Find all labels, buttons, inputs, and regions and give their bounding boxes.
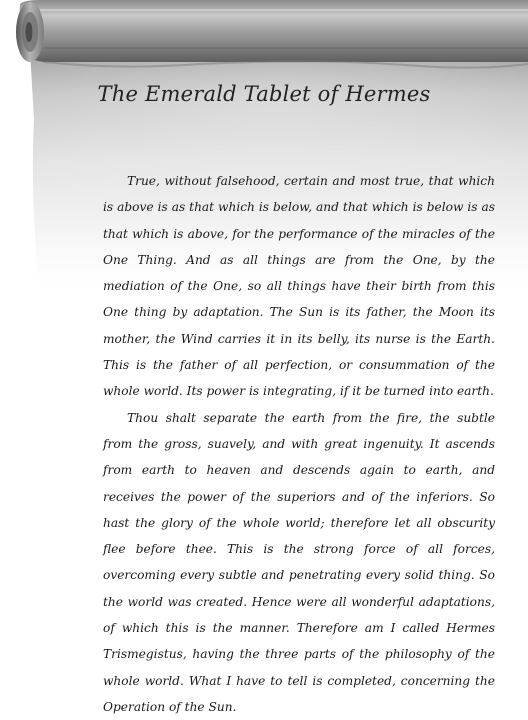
- paragraph-2: Thou shalt separate the earth from the fire, the subtle from the gross, suavely, and with great ingenuity. It ascends from earth to heaven and descends again to earth, and receives the power of the superiors and of the inferiors. So hast the glory of the whole world; therefore let all obscurity flee before thee. This is the strong force of all forces, overcoming every subtle and penetrating every solid thing. So the world was created. Hence were all wonderful adaptations, of which this is the manner. Therefore am I called Hermes Trismegistus, having the three parts of the philosophy of the whole world. What I have to tell is completed, concerning the Operation of the Sun.: [103, 410, 495, 714]
- paragraph-1: True, without falsehood, certain and most true, that which is above is as that which is below, and that which is below is as that which is above, for the performance of the miracles of the One Thing. And as all things are from the One, by the mediation of the One, so all things have their birth from this One thing by adaptation. The Sun is its father, the Moon its mother, the Wind carries it in its belly, its nurse is the Earth. This is the father of all perfection, or consummation of the whole world. Its power is integrating, if it be turned into earth.: [103, 174, 495, 399]
- document-body: [103, 168, 495, 720]
- page-title: The Emerald Tablet of Hermes: [97, 82, 431, 106]
